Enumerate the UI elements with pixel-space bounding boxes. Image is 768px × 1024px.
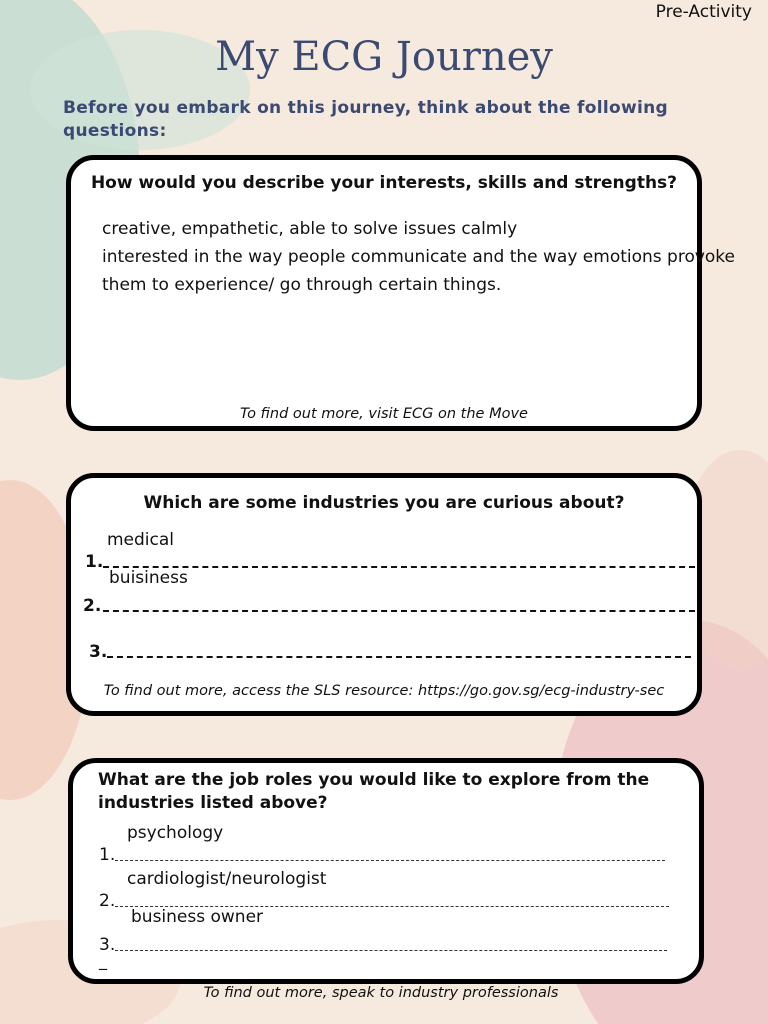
industry-row-2[interactable] [83,568,695,616]
sls-resource-note: To find out more, access the SLS resource: https://go.gov.sg/ecg-industry-sec [103,683,665,699]
job-role-number-1: 1. [99,845,116,865]
job-role-line-1 [115,860,665,861]
trailing-underscore-mark: _ [99,951,107,970]
industry-line-3 [107,656,691,658]
industry-answer-1[interactable]: medical [107,530,175,550]
job-role-answer-3[interactable]: business owner [131,907,264,927]
industry-line-1 [103,566,695,568]
job-role-line-3 [115,950,667,951]
industry-number-3: 3. [89,642,108,662]
job-role-number-3: 3. [99,935,116,955]
interests-question: How would you describe your interests, skills and strengths? [90,173,678,193]
industry-number-1: 1. [85,552,104,572]
page-title: My ECG Journey [215,34,553,80]
interests-answer-line-2[interactable]: interested in the way people communicate and the way emotions provoke [102,247,736,267]
interests-answer-line-1[interactable]: creative, empathetic, able to solve issues calmly [102,219,518,239]
job-role-row-1[interactable] [99,823,665,865]
industry-number-2: 2. [83,596,102,616]
job-roles-card [68,758,704,984]
interests-card [66,155,736,431]
job-role-answer-1[interactable]: psychology [127,823,224,843]
industry-professionals-note: To find out more, speak to industry professionals [203,985,559,1001]
industries-card [66,473,702,716]
intro-text: Before you embark on this journey, think about the following questions: [63,98,668,141]
industries-question: Which are some industries you are curious about? [143,493,625,513]
job-role-number-2: 2. [99,891,116,911]
industry-line-2 [103,610,695,612]
interests-answer-line-3[interactable]: them to experience/ go through certain things. [102,275,502,295]
job-role-answer-2[interactable]: cardiologist/neurologist [127,869,327,889]
job-roles-question: What are the job roles you would like to explore from the industries listed above? [98,770,650,813]
ecg-on-the-move-note: To find out more, visit ECG on the Move [240,406,528,422]
job-role-row-3[interactable] [99,907,667,955]
industry-answer-2[interactable]: buisiness [109,568,188,588]
pre-activity-label: Pre-Activity [655,2,752,22]
industry-row-3[interactable] [89,630,691,662]
